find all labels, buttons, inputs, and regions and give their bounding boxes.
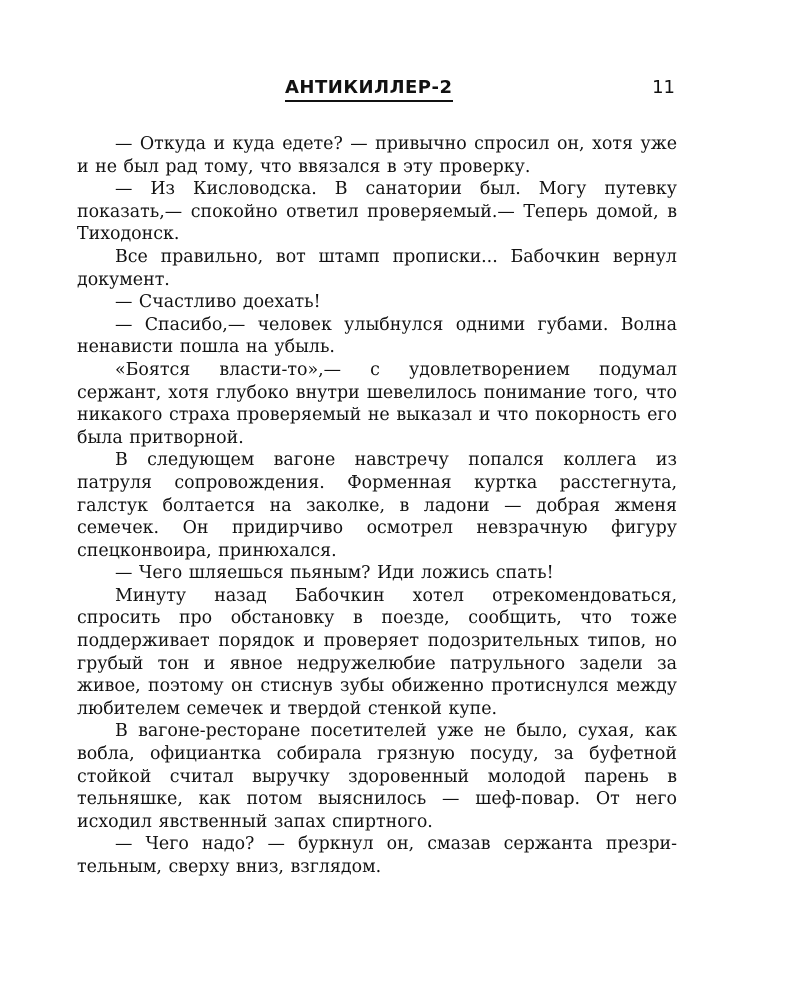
- paragraph: — Чего надо? — буркнул он, смазав сержанта презрительным, сверху вниз, взглядом.: [77, 834, 677, 877]
- book-page: [77, 72, 677, 879]
- book-title: АНТИКИЛЛЕР-2: [285, 77, 453, 102]
- page-number: 11: [652, 77, 675, 98]
- paragraph: «Боятся власти-то»,— с удовлетворением подумал сержант, хотя глубоко внутри шевелилось понимание того, что никакого страха проверяемый не выказал и что покорность его была притворной.: [77, 359, 677, 448]
- paragraph: — Спасибо,— человек улыбнулся одними губами. Волна ненависти пошла на убыль.: [77, 314, 677, 358]
- body-text: [77, 133, 677, 879]
- paragraph: — Счастливо доехать!: [115, 292, 321, 313]
- paragraph: — Откуда и куда едете? — привычно спросил он, хотя уже и не был рад тому, что ввязался в эту проверку.: [77, 134, 677, 177]
- paragraph: Все правильно, вот штамп прописки... Бабочкин вернул документ.: [77, 246, 677, 290]
- paragraph: Минуту назад Бабочкин хотел отрекомендоваться, спросить про обстановку в поезде, сообщить, что тоже поддерживает порядок и проверяет подозрительных типов, но грубый тон и явное недружелюбие патрульного задели за живое, поэтому он стиснув зубы обиженно протиснулся между любителем семечек и твердой стенкой купе.: [77, 585, 677, 719]
- paragraph: — Из Кисловодска. В санатории был. Могу путевку показать,— спокойно ответил проверяемый.— Теперь домой, в Тиходонск.: [77, 179, 677, 245]
- paragraph: — Чего шляешься пьяным? Иди ложись спать!: [115, 563, 554, 584]
- paragraph: В следующем вагоне навстречу попался коллега из патруля сопровождения. Форменная куртка расстегнута, галстук болтается на заколке, в ладони — добрая жменя семечек. Он придирчиво осмотрел невзрачную фигуру спецконвоира, принюхался.: [77, 450, 677, 561]
- running-header: [77, 72, 677, 106]
- paragraph: В вагоне-ресторане посетителей уже не было, сухая, как вобла, официантка собирала грязную посуду, за буфетной стойкой считал выручку здоровенный молодой парень в тельняшке, как потом выяснилось — шеф-повар. От него исходил явственный запах спиртного.: [77, 721, 677, 832]
